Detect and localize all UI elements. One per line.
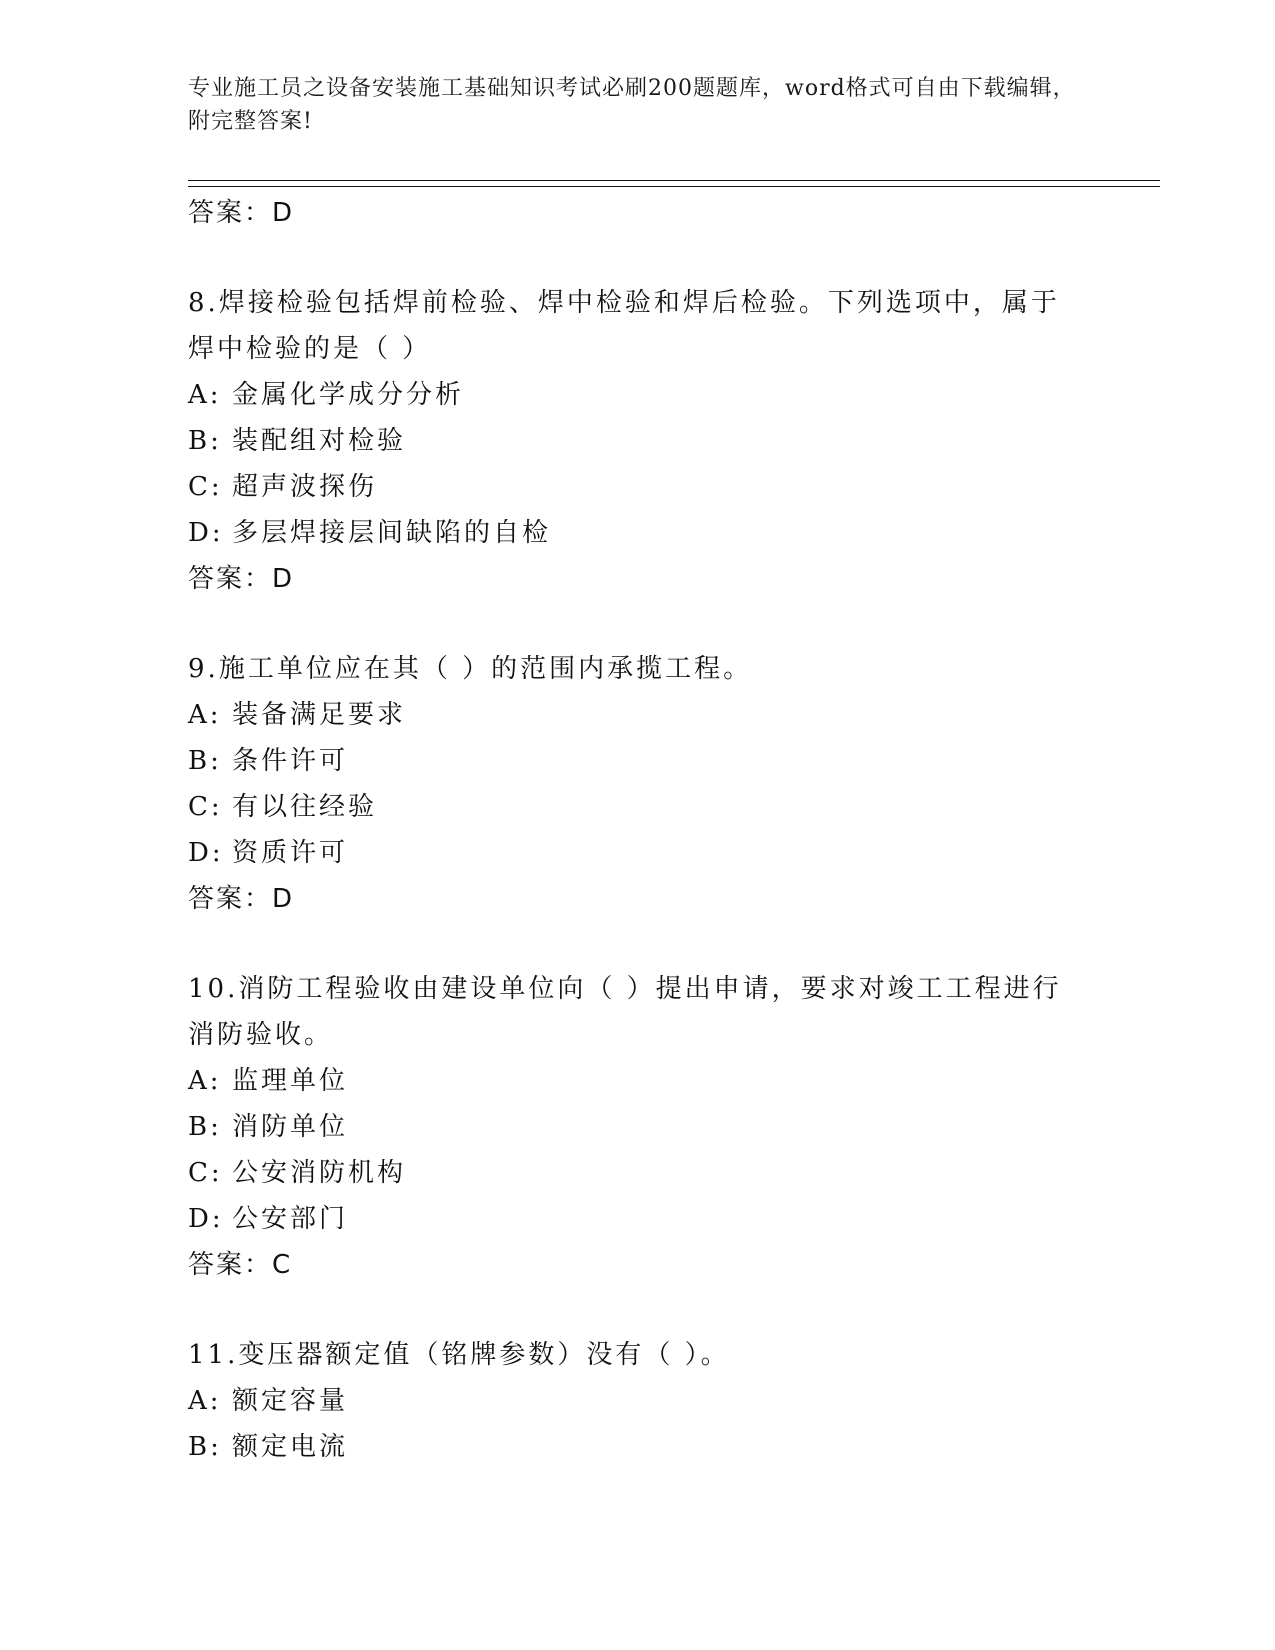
answer-line: [188, 556, 1088, 602]
option-text: 监理单位: [232, 1066, 349, 1096]
answer-label: 答案：: [188, 198, 273, 228]
question-text: [188, 280, 1088, 372]
answer-value: D: [272, 884, 294, 914]
option-a: [188, 372, 1088, 418]
option-c: [188, 784, 1088, 830]
question-block: [188, 1332, 1088, 1470]
answer-label: 答案：: [188, 564, 273, 594]
option-key: D:: [188, 838, 224, 868]
option-b: [188, 418, 1088, 464]
question-text: [188, 1332, 1088, 1378]
question-number: 10.: [188, 974, 239, 1004]
option-text: 条件许可: [232, 746, 349, 776]
question-stem: 消防工程验收由建设单位向（ ）提出申请，要求对竣工工程进行消防验收。: [188, 974, 1062, 1050]
question-block: [188, 280, 1088, 602]
question-list: [188, 190, 1088, 1470]
question-number: 8.: [188, 288, 219, 318]
option-key: B:: [188, 746, 222, 776]
option-key: B:: [188, 1112, 222, 1142]
option-c: [188, 1150, 1088, 1196]
answer-value: D: [272, 564, 294, 594]
option-key: A:: [188, 380, 222, 410]
option-key: C:: [188, 1158, 223, 1188]
option-text: 装配组对检验: [232, 426, 407, 456]
answer-line: [188, 190, 1088, 236]
option-text: 公安部门: [232, 1204, 349, 1234]
question-block: [188, 966, 1088, 1288]
answer-value: D: [272, 198, 294, 228]
option-key: C:: [188, 472, 223, 502]
option-d: [188, 510, 1088, 556]
option-b: [188, 1424, 1088, 1470]
option-key: D:: [188, 1204, 224, 1234]
option-key: A:: [188, 1386, 222, 1416]
question-number: 9.: [188, 654, 219, 684]
option-d: [188, 1196, 1088, 1242]
answer-line: [188, 1242, 1088, 1288]
option-a: [188, 1058, 1088, 1104]
option-text: 超声波探伤: [232, 472, 378, 502]
question-stem: 施工单位应在其（ ）的范围内承揽工程。: [218, 654, 753, 684]
option-text: 多层焊接层间缺陷的自检: [232, 518, 552, 548]
option-text: 金属化学成分分析: [232, 380, 465, 410]
header-divider: [188, 180, 1160, 187]
question-block: [188, 646, 1088, 922]
page-header: [188, 72, 1088, 138]
option-key: A:: [188, 1066, 222, 1096]
answer-label: 答案：: [188, 884, 273, 914]
option-text: 资质许可: [232, 838, 349, 868]
option-key: C:: [188, 792, 223, 822]
option-b: [188, 1104, 1088, 1150]
answer-label: 答案：: [188, 1250, 273, 1280]
option-c: [188, 464, 1088, 510]
option-key: B:: [188, 1432, 222, 1462]
option-text: 有以往经验: [232, 792, 378, 822]
option-text: 消防单位: [232, 1112, 349, 1142]
answer-value: C: [272, 1250, 292, 1280]
question-stem: 焊接检验包括焊前检验、焊中检验和焊后检验。下列选项中，属于焊中检验的是（ ）: [188, 288, 1060, 364]
answer-line: [188, 876, 1088, 922]
document-title: 专业施工员之设备安装施工基础知识考试必刷200题题库，word格式可自由下载编辑，附完整答案!: [188, 76, 1076, 134]
option-text: 额定电流: [232, 1432, 349, 1462]
option-b: [188, 738, 1088, 784]
option-a: [188, 692, 1088, 738]
option-a: [188, 1378, 1088, 1424]
option-d: [188, 830, 1088, 876]
question-stem: 变压器额定值（铭牌参数）没有（ ）。: [238, 1340, 730, 1370]
option-key: B:: [188, 426, 222, 456]
question-text: [188, 966, 1088, 1058]
option-text: 公安消防机构: [232, 1158, 407, 1188]
option-key: A:: [188, 700, 222, 730]
option-text: 额定容量: [232, 1386, 349, 1416]
option-key: D:: [188, 518, 224, 548]
option-text: 装备满足要求: [232, 700, 407, 730]
question-number: 11.: [188, 1340, 239, 1370]
question-text: [188, 646, 1088, 692]
